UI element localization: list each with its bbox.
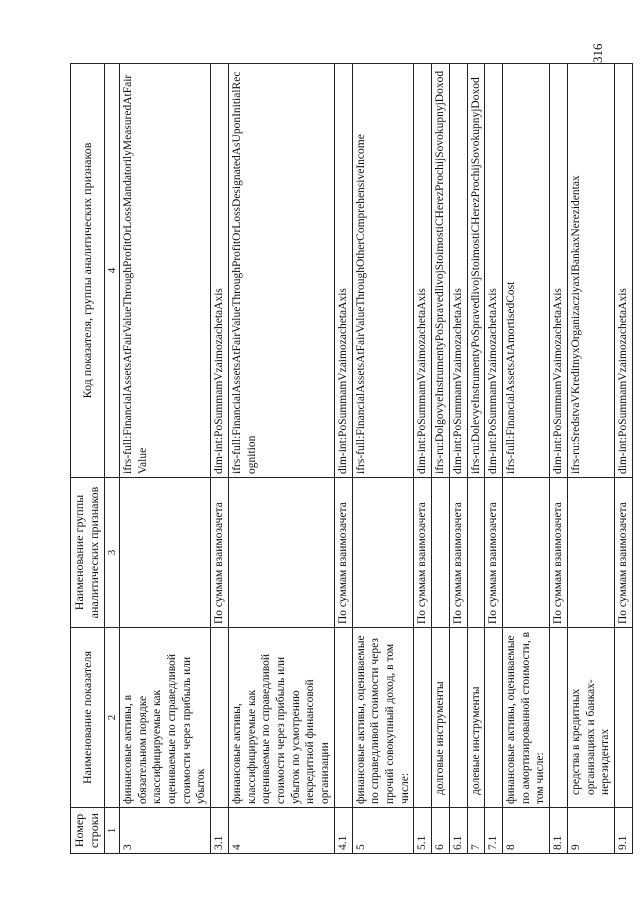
indicator-name-cell: финансовые активы, оцениваемые по амортизированной стоимости, в том числе: <box>503 628 550 808</box>
indicator-code-cell: ifrs-ru:SredstvaVKreditnyxOrganizacziyaxIBankaxNerezidentax <box>567 64 614 478</box>
row-number-cell: 5 <box>352 808 414 854</box>
table-row <box>485 64 503 854</box>
indicator-code-cell: dim-int:PoSummamVzaimozachetaAxis <box>449 64 467 478</box>
header-group-name: Наименование группы аналитических признаков <box>71 478 105 628</box>
row-number-cell: 8.1 <box>550 808 568 854</box>
table-row <box>503 64 550 854</box>
header-indicator-code: Код показателя, группы аналитических признаков <box>71 64 105 478</box>
row-number-cell: 4.1 <box>334 808 352 854</box>
column-number: 1 <box>104 808 119 854</box>
table-row <box>414 64 432 854</box>
indicator-code-cell: dim-int:PoSummamVzaimozachetaAxis <box>615 64 633 478</box>
group-name-cell <box>228 478 334 628</box>
indicator-name-cell: финансовые активы, оцениваемые по справедливой стоимости через прочий совокупный доход, в том числе: <box>352 628 414 808</box>
row-number-cell: 8 <box>503 808 550 854</box>
row-number-cell: 6.1 <box>449 808 467 854</box>
group-name-cell: По суммам взаимозачета <box>485 478 503 628</box>
group-name-cell: По суммам взаимозачета <box>615 478 633 628</box>
header-row-number: Номер строки <box>71 808 105 854</box>
table-row <box>211 64 229 854</box>
indicator-name-cell: финансовые активы, в обязательном порядке классифицируемые как оцениваемые по справедливой стоимости через прибыль или убыток <box>119 628 210 808</box>
row-number-cell: 9 <box>567 808 614 854</box>
indicator-name-cell <box>334 628 352 808</box>
row-number-cell: 6 <box>432 808 450 854</box>
row-number-cell: 3.1 <box>211 808 229 854</box>
indicator-name-cell <box>550 628 568 808</box>
group-name-cell: По суммам взаимозачета <box>211 478 229 628</box>
group-name-cell: По суммам взаимозачета <box>414 478 432 628</box>
indicator-name-cell: финансовые активы, классифицируемые как оцениваемые по справедливой стоимости через прибыль или убыток по усмотрению некредитной финансовой организации <box>228 628 334 808</box>
table-row <box>467 64 485 854</box>
indicator-name-cell <box>615 628 633 808</box>
row-number-cell: 7 <box>467 808 485 854</box>
group-name-cell <box>503 478 550 628</box>
table-header-row <box>71 64 105 854</box>
row-number-cell: 3 <box>119 808 210 854</box>
page-number: 316 <box>590 43 605 63</box>
table-row <box>449 64 467 854</box>
indicator-name-cell: долговые инструменты <box>432 628 450 808</box>
group-name-cell <box>119 478 210 628</box>
indicator-name-cell <box>414 628 432 808</box>
column-number-row <box>104 64 119 854</box>
indicator-code-cell: dim-int:PoSummamVzaimozachetaAxis <box>211 64 229 478</box>
indicator-code-cell: ifrs-full:FinancialAssetsAtFairValueThroughProfitOrLossDesignatedAsUponInitialRecognition <box>228 64 334 478</box>
column-number: 2 <box>104 628 119 808</box>
table-body <box>119 64 632 854</box>
row-number-cell: 9.1 <box>615 808 633 854</box>
group-name-cell <box>432 478 450 628</box>
table-row <box>615 64 633 854</box>
group-name-cell <box>567 478 614 628</box>
row-number-cell: 5.1 <box>414 808 432 854</box>
indicator-code-cell: dim-int:PoSummamVzaimozachetaAxis <box>414 64 432 478</box>
indicator-code-cell: ifrs-full:FinancialAssetsAtFairValueThroughOtherComprehensiveIncome <box>352 64 414 478</box>
indicator-name-cell: средства в кредитных организациях и банках-нерезидентах <box>567 628 614 808</box>
indicator-code-cell: dim-int:PoSummamVzaimozachetaAxis <box>334 64 352 478</box>
column-number: 4 <box>104 64 119 478</box>
indicator-table <box>70 63 633 854</box>
table-row <box>352 64 414 854</box>
table-row <box>334 64 352 854</box>
indicator-name-cell <box>211 628 229 808</box>
group-name-cell: По суммам взаимозачета <box>334 478 352 628</box>
indicator-code-cell: ifrs-ru:DolevyeInstrumentyPoSpravedlivojStoimostiCHerezProchijSovokupnyjDoxod <box>467 64 485 478</box>
table-row <box>228 64 334 854</box>
indicator-code-cell: dim-int:PoSummamVzaimozachetaAxis <box>550 64 568 478</box>
table-row <box>567 64 614 854</box>
table-row <box>432 64 450 854</box>
indicator-name-cell <box>485 628 503 808</box>
indicator-code-cell: ifrs-full:FinancialAssetsAtAmortisedCost <box>503 64 550 478</box>
indicator-code-cell: ifrs-full:FinancialAssetsAtFairValueThroughProfitOrLossMandatorilyMeasuredAtFairValue <box>119 64 210 478</box>
indicator-name-cell <box>449 628 467 808</box>
column-number: 3 <box>104 478 119 628</box>
group-name-cell <box>352 478 414 628</box>
header-indicator-name: Наименование показателя <box>71 628 105 808</box>
group-name-cell: По суммам взаимозачета <box>449 478 467 628</box>
indicator-code-cell: ifrs-ru:DolgovyeInstrumentyPoSpravedlivojStoimostiCHerezProchijSovokupnyjDoxod <box>432 64 450 478</box>
row-number-cell: 7.1 <box>485 808 503 854</box>
table-row <box>550 64 568 854</box>
table-row <box>119 64 210 854</box>
group-name-cell <box>467 478 485 628</box>
indicator-name-cell: долевые инструменты <box>467 628 485 808</box>
row-number-cell: 4 <box>228 808 334 854</box>
indicator-code-cell: dim-int:PoSummamVzaimozachetaAxis <box>485 64 503 478</box>
group-name-cell: По суммам взаимозачета <box>550 478 568 628</box>
